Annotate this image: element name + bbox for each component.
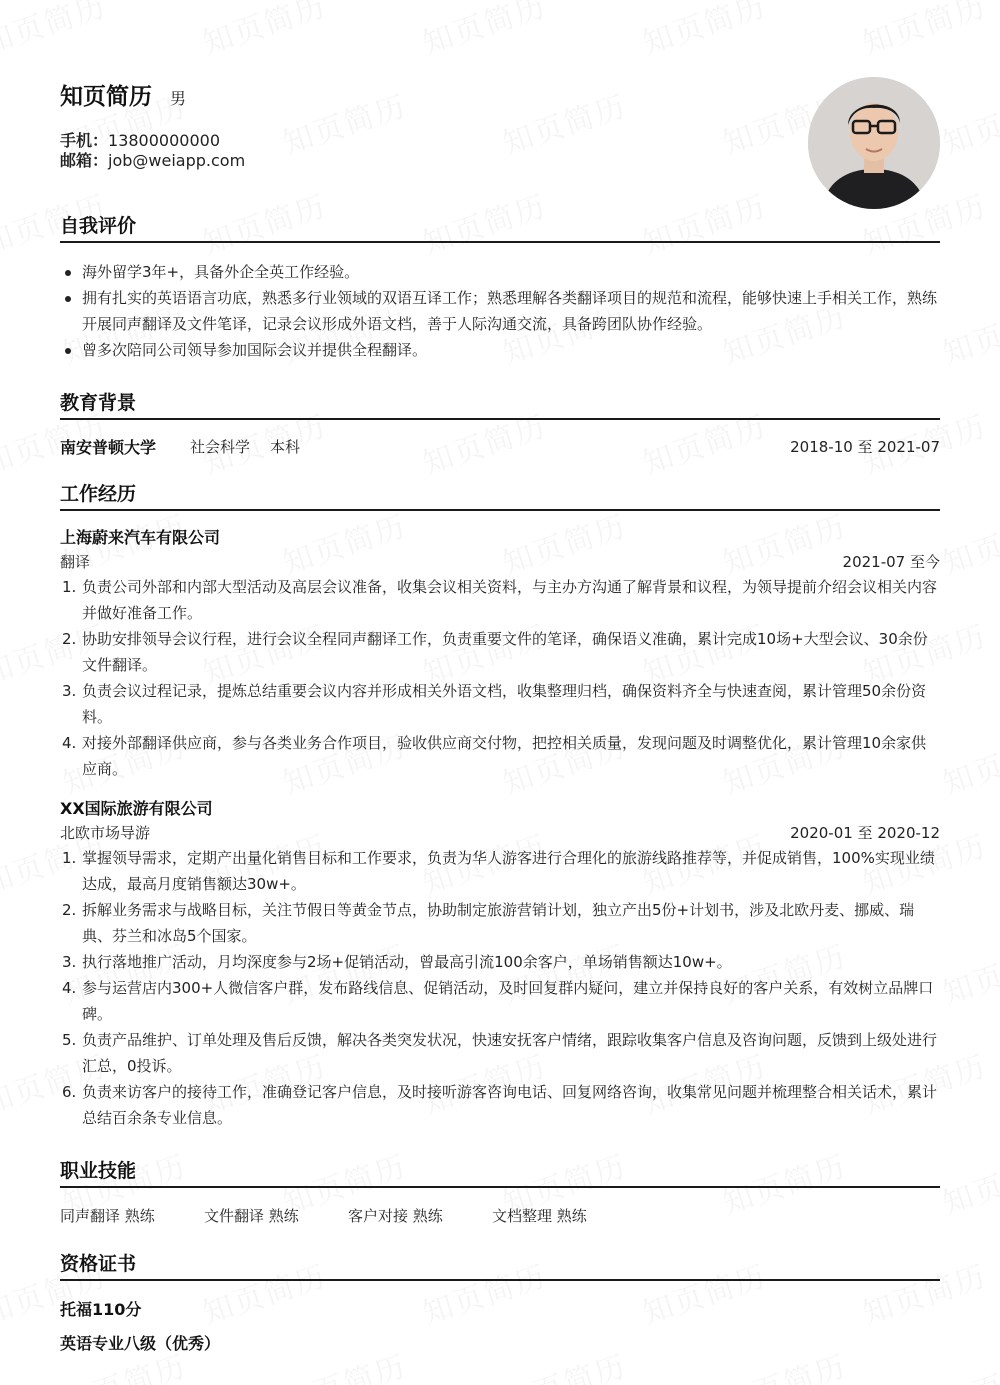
watermark-text (936, 501, 1000, 582)
section-title: 教育背景 (60, 390, 940, 420)
phone-label: 手机： (60, 131, 109, 150)
certificate-list (60, 1293, 940, 1361)
job-role: 北欧市场导游 (60, 824, 151, 842)
list-item: 1. 负责公司外部和内部大型活动及高层会议准备，收集会议相关资料，与主办方沟通了解背景和议程，为领导提前介绍会议相关内容并做好准备工作。 (62, 578, 938, 622)
watermark-text (856, 0, 991, 63)
role-row (60, 551, 940, 574)
list-item: 6. 负责来访客户的接待工作，准确登记客户信息，及时接听游客咨询电话、回复网络咨询，收集常见问题并梳理整合相关话术，累计总结百余条专业信息。 (62, 1083, 938, 1127)
avatar-photo (808, 77, 940, 209)
certificate-item: 托福110分 (60, 1300, 142, 1319)
watermark-text (496, 81, 631, 162)
section-work-experience (60, 481, 940, 1131)
education-dates: 2018-10 至 2021-07 (790, 437, 940, 456)
watermark-text (0, 0, 112, 63)
list-item: 2. 协助安排领导会议行程，进行会议全程同声翻译工作，负责重要文件的笔译，确保语义准确，累计完成10场+大型会议、30余份文件翻译。 (62, 630, 928, 674)
section-skills (60, 1158, 940, 1230)
company-name: XX国际旅游有限公司 (60, 799, 213, 818)
job-dates: 2021-07 至今 (842, 553, 940, 571)
section-title: 自我评价 (60, 213, 940, 243)
section-certificates (60, 1251, 940, 1361)
watermark-text (636, 0, 771, 63)
list-item: 1. 掌握领导需求，定期产出量化销售目标和工作要求，负责为华人游客进行合理化的旅游线路推荐等，并促成销售，100%实现业绩达成，最高月度销售额达30w+。 (62, 849, 935, 893)
email-value: job@weiapp.com (108, 151, 246, 170)
watermark-text (936, 1341, 1000, 1385)
watermark-text (276, 81, 411, 162)
watermark-text (196, 0, 331, 63)
list-item: 4. 参与运营店内300+人微信客户群，发布路线信息、促销活动，及时回复群内疑问，建立并保持良好的客户关系，有效树立品牌口碑。 (62, 979, 934, 1023)
skill-item: 文档整理 熟练 (492, 1207, 587, 1225)
phone-line (60, 130, 220, 151)
list-item: 3. 负责会议过程记录，提炼总结重要会议内容并形成相关外语文档，收集整理归档，确保资料齐全与快速查阅，累计管理50余份资料。 (62, 682, 927, 726)
section-title: 资格证书 (60, 1251, 940, 1281)
job-duties (60, 845, 940, 1131)
job-dates: 2020-01 至 2020-12 (790, 824, 940, 842)
watermark-text (416, 0, 551, 63)
list-item: 拥有扎实的英语语言功底，熟悉多行业领域的双语互译工作；熟悉理解各类翻译项目的规范和流程，能够快速上手相关工作，熟练开展同声翻译及文件笔译，记录会议形成外语文档，善于人际沟通交流，具备跨团队协作经验。 (60, 285, 940, 337)
job-entry (60, 796, 940, 1131)
role-row (60, 822, 940, 845)
avatar (808, 77, 940, 209)
section-title: 工作经历 (60, 481, 940, 511)
watermark-text (936, 1141, 1000, 1222)
list-item: 3. 执行落地推广活动，月均深度参与2场+促销活动，曾最高引流100余客户，单场销售额达10w+。 (62, 953, 732, 971)
company-name: 上海蔚来汽车有限公司 (60, 528, 221, 547)
watermark-text (936, 931, 1000, 1012)
watermark-text (936, 721, 1000, 802)
skill-item: 客户对接 熟练 (348, 1207, 443, 1225)
list-item: 海外留学3年+，具备外企全英工作经验。 (60, 259, 940, 285)
school-name: 南安普顿大学 (60, 437, 157, 457)
section-education (60, 390, 940, 460)
job-entry (60, 525, 940, 782)
job-role: 翻译 (60, 553, 91, 571)
list-item: 曾多次陪同公司领导参加国际会议并提供全程翻译。 (60, 337, 940, 363)
self-eval-list (60, 259, 940, 363)
job-duties (60, 574, 940, 782)
list-item: 5. 负责产品维护、订单处理及售后反馈，解决各类突发状况，快速安抚客户情绪，跟踪收集客户信息及咨询问题，反馈到上级处进行汇总，0投诉。 (62, 1031, 938, 1075)
list-item: 2. 拆解业务需求与战略目标，关注节假日等黄金节点，协助制定旅游营销计划，独立产出5份+计划书，涉及北欧丹麦、挪威、瑞典、芬兰和冰岛5个国家。 (62, 901, 915, 945)
list-item: 4. 对接外部翻译供应商，参与各类业务合作项目，验收供应商交付物，把控相关质量，发现问题及时调整优化，累计管理10余家供应商。 (62, 734, 927, 778)
email-label: 邮箱： (60, 151, 109, 170)
degree: 本科 (270, 437, 301, 456)
email-line (60, 150, 245, 171)
certificate-item: 英语专业八级（优秀） (60, 1334, 221, 1353)
candidate-name: 知页简历 (60, 84, 152, 110)
phone-value: 13800000000 (108, 131, 220, 150)
section-self-evaluation (60, 213, 940, 363)
skills-row (60, 1202, 940, 1230)
education-row (60, 432, 940, 460)
name-row (60, 78, 186, 112)
skill-item: 文件翻译 熟练 (204, 1207, 299, 1225)
candidate-gender: 男 (170, 89, 187, 108)
major: 社会科学 (190, 437, 251, 456)
skill-item: 同声翻译 熟练 (60, 1207, 155, 1225)
watermark-text (936, 81, 1000, 162)
section-title: 职业技能 (60, 1158, 940, 1188)
watermark-text (936, 291, 1000, 372)
